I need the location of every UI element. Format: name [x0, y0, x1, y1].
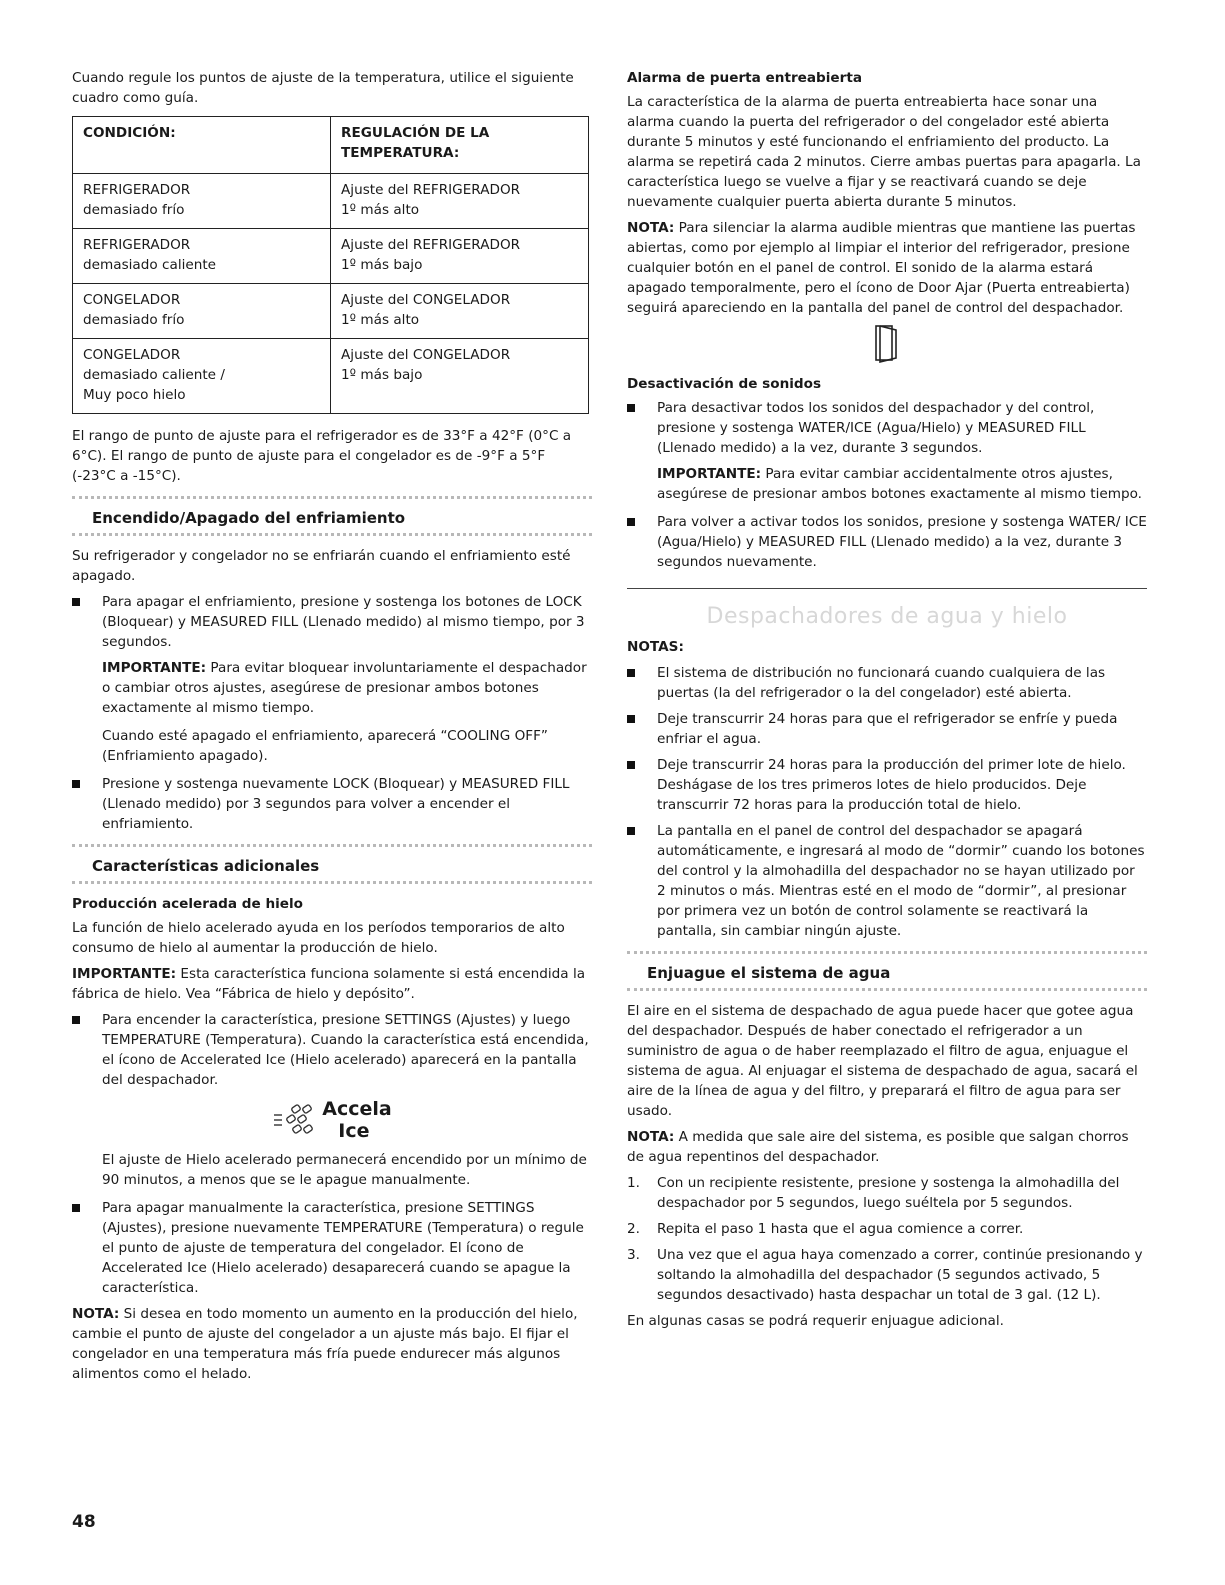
bullet-square-icon [72, 780, 80, 788]
table-header-condition: CONDICIÓN: [73, 117, 331, 174]
numbered-step [627, 1173, 1147, 1213]
list-item-text: Para encender la característica, presione SETTINGS (Ajustes) y luego TEMPERATURE (Temperatura). Cuando la característica está encendida, el ícono de Accelerated Ice (Hielo acelerado) aparecerá en la pantalla del despachador. [102, 1012, 589, 1088]
list-item [72, 774, 592, 834]
subheading-accelerated-ice: Producción acelerada de hielo [72, 896, 304, 912]
numbered-step [627, 1219, 1147, 1239]
list-item [627, 398, 1147, 458]
list-item [72, 1010, 592, 1090]
section-divider [72, 533, 592, 536]
list-item-text: Para volver a activar todos los sonidos, presione y sostenga WATER/ ICE (Agua/Hielo) y MEASURED FILL (Llenado medido) a la vez, durante 3 segundos nuevamente. [657, 514, 1147, 570]
table-cell: Ajuste del CONGELADOR 1º más bajo [331, 339, 589, 414]
accelerated-ice-label [322, 1098, 391, 1142]
list-item [627, 821, 1147, 941]
bullet-square-icon [627, 669, 635, 677]
bullet-square-icon [627, 518, 635, 526]
accelerated-ice-display [72, 1098, 592, 1142]
bullet-square-icon [627, 715, 635, 723]
list-item-text: Para apagar el enfriamiento, presione y sostenga los botones de LOCK (Bloquear) y MEASURED FILL (Llenado medido) al mismo tiempo, por 3 segundos. [102, 594, 585, 650]
table-row [73, 229, 589, 284]
table-cell: REFRIGERADOR demasiado frío [73, 174, 331, 229]
list-item-text: Presione y sostenga nuevamente LOCK (Bloquear) y MEASURED FILL (Llenado medido) por 3 segundos para volver a encender el enfriamiento. [102, 776, 570, 832]
numbered-step [627, 1245, 1147, 1305]
bullet-square-icon [627, 404, 635, 412]
section-divider [627, 988, 1147, 991]
left-column [72, 68, 592, 1390]
important-note [72, 964, 592, 1004]
table-cell: Ajuste del REFRIGERADOR 1º más bajo [331, 229, 589, 284]
section-rule [627, 588, 1147, 589]
important-text: Para evitar cambiar accidentalmente otros ajustes, asegúrese de presionar ambos botones exactamente al mismo tiempo. [657, 466, 1142, 502]
section-heading-flush: Enjuague el sistema de agua [647, 964, 891, 982]
list-item [627, 709, 1147, 749]
temperature-guide-table [72, 116, 589, 414]
step-number: 3. [627, 1247, 640, 1263]
section-heading-cooling: Encendido/Apagado del enfriamiento [92, 509, 406, 527]
list-item [72, 592, 592, 652]
note-label: NOTA: [72, 1306, 120, 1322]
subheading-disable-sounds: Desactivación de sonidos [627, 376, 822, 392]
note-text: Si desea en todo momento un aumento en la producción del hielo, cambie el punto de ajuste del congelador a un ajuste más bajo. El fijar el congelador en una temperatura más fría puede endurecer más algunos alimentos como el helado. [72, 1306, 578, 1382]
page-number: 48 [72, 1512, 96, 1532]
right-column [627, 68, 1147, 1337]
step-text: Repita el paso 1 hasta que el agua comience a correr. [657, 1221, 1024, 1237]
bullet-square-icon [72, 1204, 80, 1212]
door-ajar-icon [874, 324, 900, 364]
accelerated-ice-intro: La función de hielo acelerado ayuda en los períodos temporarios de alto consumo de hielo al aumentar la producción de hielo. [72, 920, 565, 956]
note [72, 1304, 592, 1384]
important-label: IMPORTANTE: [657, 466, 762, 482]
list-item [627, 663, 1147, 703]
table-cell: Ajuste del REFRIGERADOR 1º más alto [331, 174, 589, 229]
step-number: 1. [627, 1175, 640, 1191]
note-text: A medida que sale aire del sistema, es posible que salgan chorros de agua repentinos del despachador. [627, 1129, 1129, 1165]
note [627, 218, 1147, 318]
table-cell: CONGELADOR demasiado caliente / Muy poco hielo [73, 339, 331, 414]
important-label: IMPORTANTE: [102, 660, 207, 676]
bullet-square-icon [627, 827, 635, 835]
bullet-square-icon [72, 598, 80, 606]
section-divider [72, 844, 592, 847]
icon-label-line: Accela [322, 1098, 392, 1120]
door-ajar-display [627, 324, 1147, 364]
list-item [627, 755, 1147, 815]
note-label: NOTA: [627, 220, 675, 236]
bullet-square-icon [627, 761, 635, 769]
table-row [73, 339, 589, 414]
note-label: NOTA: [627, 1129, 675, 1145]
list-item [627, 512, 1147, 572]
icon-label-line: Ice [338, 1120, 370, 1142]
table-header-row [73, 117, 589, 174]
table-cell: Ajuste del CONGELADOR 1º más alto [331, 284, 589, 339]
important-label: IMPORTANTE: [72, 966, 177, 982]
table-header-regulation: REGULACIÓN DE LA TEMPERATURA: [331, 117, 589, 174]
list-item-text: Deje transcurrir 24 horas para la producción del primer lote de hielo. Deshágase de los tres primeros lotes de hielo producidos. Deje transcurrir 72 horas para la producción total de hielo. [657, 757, 1126, 813]
table-cell: REFRIGERADOR demasiado caliente [73, 229, 331, 284]
bullet-square-icon [72, 1016, 80, 1024]
section-divider [72, 496, 592, 499]
table-row [73, 174, 589, 229]
cooling-off-text: Cuando esté apagado el enfriamiento, aparecerá “COOLING OFF” (Enfriamiento apagado). [102, 728, 548, 764]
subheading-door-alarm: Alarma de puerta entreabierta [627, 70, 863, 86]
list-item-text: Deje transcurrir 24 horas para que el refrigerador se enfríe y pueda enfriar el agua. [657, 711, 1118, 747]
step-text: Una vez que el agua haya comenzado a correr, continúe presionando y soltando la almohadilla del despachador (5 segundos activado, 5 segundos desactivado) hasta despachar un total de 3 gal. (12 L). [657, 1247, 1143, 1303]
table-intro: Cuando regule los puntos de ajuste de la temperatura, utilice el siguiente cuadro como guía. [72, 70, 574, 106]
door-alarm-text: La característica de la alarma de puerta entreabierta hace sonar una alarma cuando la puerta del refrigerador o del congelador esté abierta durante 5 minutos y esté funcionando el enfriamiento del producto. La alarma se repetirá cada 2 minutos. Cierre ambas puertas para apagarla. La característica luego se vuelve a fijar y se reactivará cuando se deje nuevamente cualquier puerta abierta durante 5 minutos. [627, 94, 1141, 210]
accelerated-ice-duration: El ajuste de Hielo acelerado permanecerá encendido por un mínimo de 90 minutos, a menos que se le apague manualmente. [102, 1152, 587, 1188]
step-text: Con un recipiente resistente, presione y sostenga la almohadilla del despachador por 5 segundos, luego suéltela por 5 segundos. [657, 1175, 1120, 1211]
important-note [72, 658, 592, 718]
flush-final: En algunas casas se podrá requerir enjuague adicional. [627, 1313, 1004, 1329]
setpoint-range-text: El rango de punto de ajuste para el refrigerador es de 33°F a 42°F (0°C a 6°C). El rango de punto de ajuste para el congelador es de -9°F a 5°F (-23°C a -15°C). [72, 428, 572, 484]
section-heading-features: Características adicionales [92, 857, 320, 875]
list-item-text: El sistema de distribución no funcionará cuando cualquiera de las puertas (la del refrigerador o la del congelador) esté abierta. [657, 665, 1106, 701]
table-row [73, 284, 589, 339]
list-item [72, 1198, 592, 1298]
step-number: 2. [627, 1221, 640, 1237]
note-text: Para silenciar la alarma audible mientras que mantiene las puertas abiertas, como por ejemplo al limpiar el interior del refrigerador, presione cualquier botón en el panel de control. El sonido de la alarma estará apagado temporalmente, pero el ícono de Door Ajar (Puerta entreabierta) seguirá apareciendo en la pantalla del panel de control del despachador. [627, 220, 1136, 316]
section-title-dispensers: Despachadores de agua y hielo [706, 604, 1068, 629]
list-item-text: La pantalla en el panel de control del despachador se apagará automáticamente, e ingresará al modo de “dormir” cuando los botones del control y la almohadilla del despachador no se hayan utilizado por 2 minutos o más. Mientras esté en el modo de “dormir”, al presionar por primera vez un botón de control solamente se reactivará la pantalla, sin cambiar ningún ajuste. [657, 823, 1145, 939]
accelerated-ice-icon [272, 1103, 316, 1137]
list-item-text: Para desactivar todos los sonidos del despachador y del control, presione y sostenga WATER/ICE (Agua/Hielo) y MEASURED FILL (Llenado medido) a la vez, durante 3 segundos. [657, 400, 1095, 456]
important-note [627, 464, 1147, 504]
table-cell: CONGELADOR demasiado frío [73, 284, 331, 339]
section-divider [72, 881, 592, 884]
flush-intro: El aire en el sistema de despachado de agua puede hacer que gotee agua del despachador. Después de haber conectado el refrigerador a un suministro de agua o de haber reemplazado el filtro de agua, enjuague el sistema de agua. Al enjuagar el sistema de despachado de agua, sacará el aire de la línea de agua y del filtro, y preparará el filtro de agua para ser usado. [627, 1003, 1138, 1119]
notes-label: NOTAS: [627, 639, 684, 655]
section-divider [627, 951, 1147, 954]
important-text: Esta característica funciona solamente si está encendida la fábrica de hielo. Vea “Fábrica de hielo y depósito”. [72, 966, 586, 1002]
list-item-text: Para apagar manualmente la característica, presione SETTINGS (Ajustes), presione nuevamente TEMPERATURE (Temperatura) o regule el punto de ajuste de temperatura del congelador. El ícono de Accelerated Ice (Hielo acelerado) desaparecerá cuando se apague la característica. [102, 1200, 584, 1296]
note [627, 1127, 1147, 1167]
important-text: Para evitar bloquear involuntariamente el despachador o cambiar otros ajustes, asegúrese de presionar ambos botones exactamente al mismo tiempo. [102, 660, 587, 716]
cooling-intro: Su refrigerador y congelador no se enfriarán cuando el enfriamiento esté apagado. [72, 548, 571, 584]
